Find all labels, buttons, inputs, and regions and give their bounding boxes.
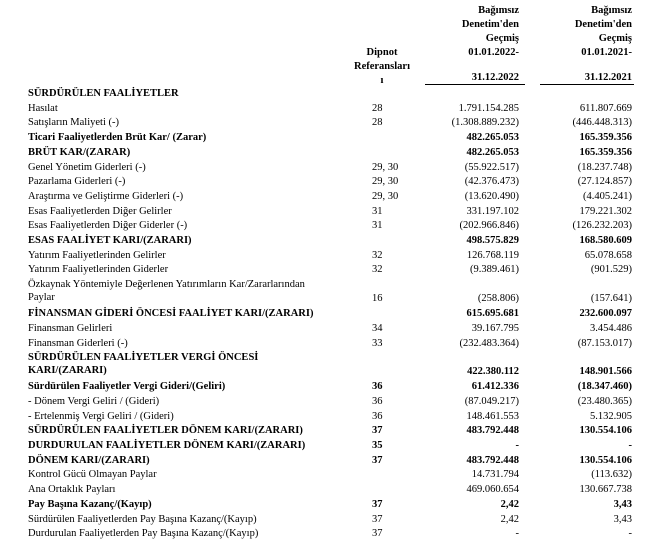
row-value-2021: (113.632): [591, 469, 632, 481]
row-value-2021: (4.405.241): [583, 190, 632, 202]
table-row: [0, 102, 652, 117]
table-row: [0, 278, 652, 306]
table-row: [0, 234, 652, 249]
row-label: Sürdürülen Faaliyetler Vergi Gideri/(Geliri): [28, 381, 226, 393]
col2-header: [532, 4, 632, 85]
row-value-2022: 498.575.829: [466, 235, 519, 246]
row-value-2022: (232.483.364): [459, 337, 519, 349]
table-row: [0, 351, 652, 379]
row-ref: 37: [372, 498, 383, 510]
row-ref: 16: [372, 293, 383, 305]
row-value-2022: 482.265.053: [466, 132, 519, 144]
row-ref: 28: [372, 102, 383, 114]
row-label: Yatırım Faaliyetlerinden Gelirler: [28, 249, 166, 261]
row-ref: 36: [372, 395, 383, 407]
row-label: Durdurulan Faaliyetlerden Pay Başına Kazanç/(Kayıp): [28, 528, 259, 540]
row-label: Ana Ortaklık Payları: [28, 484, 116, 496]
table-row: [0, 483, 652, 498]
row-value-2021: 3.454.486: [590, 322, 632, 334]
row-ref: 35: [372, 440, 383, 451]
row-value-2021: (126.232.203): [572, 220, 632, 232]
row-value-2021: 130.554.106: [579, 454, 632, 466]
col2-header-line: Geçmiş: [598, 33, 632, 44]
row-label: BRÜT KAR/(ZARAR): [28, 146, 131, 158]
row-value-2022: (1.308.889.232): [451, 117, 519, 129]
col1-header-line: Bağımsız: [478, 5, 519, 16]
row-value-2022: 2,42: [500, 513, 519, 525]
table-row: [0, 337, 652, 352]
table-row: [0, 161, 652, 176]
row-value-2021: 611.807.669: [579, 102, 632, 114]
row-label: Satışların Maliyeti (-): [28, 117, 119, 129]
row-ref: 31: [372, 220, 383, 232]
table-row: [0, 146, 652, 161]
table-row: [0, 116, 652, 131]
row-label: Sürdürülen Faaliyetlerden Pay Başına Kazanç/(Kayıp): [28, 513, 257, 525]
row-ref: 29, 30: [372, 161, 399, 173]
row-label: DÖNEM KARI/(ZARARI): [28, 454, 150, 466]
row-ref: 29, 30: [372, 176, 399, 188]
row-value-2021: -: [628, 440, 632, 451]
row-value-2022: (13.620.490): [464, 190, 519, 202]
row-value-2021: (23.480.365): [577, 395, 632, 407]
row-value-2022: 469.060.654: [466, 484, 519, 496]
col1-header-line: Denetim'den: [461, 19, 519, 30]
row-value-2021: (901.529): [590, 264, 632, 276]
row-value-2021: 148.901.566: [579, 366, 632, 378]
row-ref: 37: [372, 528, 383, 540]
table-row: [0, 322, 652, 337]
row-label: - Ertelenmiş Vergi Geliri / (Gideri): [28, 410, 174, 422]
row-value-2021: 3,43: [613, 513, 632, 525]
table-row: [0, 249, 652, 264]
row-ref: 28: [372, 117, 383, 129]
row-label: Ticari Faaliyetlerden Brüt Kar/ (Zarar): [28, 132, 207, 144]
row-label: SÜRDÜRÜLEN FAALİYETLER: [28, 88, 179, 99]
row-label: ESAS FAALİYET KARI/(ZARARI): [28, 235, 192, 246]
row-ref: 31: [372, 205, 383, 217]
table-row: [0, 527, 652, 542]
col1-header: [419, 4, 519, 85]
row-value-2022: 422.380.112: [467, 366, 519, 378]
table-row: [0, 439, 652, 454]
row-label: Kontrol Gücü Olmayan Paylar: [28, 469, 157, 481]
row-label: Hasılat: [28, 102, 58, 114]
row-value-2021: 232.600.097: [579, 308, 632, 320]
col1-header-line: Geçmiş: [485, 33, 519, 44]
row-ref: 37: [372, 513, 383, 525]
table-row: [0, 219, 652, 234]
col1-header-rule: [425, 84, 525, 85]
row-value-2021: (446.448.313): [572, 117, 632, 129]
row-ref: 37: [372, 454, 383, 466]
table-row: [0, 380, 652, 395]
row-label: Pazarlama Giderleri (-): [28, 176, 126, 188]
row-value-2021: 3,43: [613, 498, 632, 510]
row-label: Genel Yönetim Giderleri (-): [28, 161, 146, 173]
table-row: [0, 513, 652, 528]
col2-header-line: 31.12.2021: [584, 72, 632, 83]
row-value-2021: 130.667.738: [579, 484, 632, 496]
table-row: [0, 307, 652, 322]
table-row: [0, 498, 652, 513]
row-ref: 37: [372, 425, 383, 437]
row-label: - Dönem Vergi Geliri / (Gideri): [28, 395, 160, 407]
col1-header-line: 31.12.2022: [471, 72, 519, 83]
table-row: [0, 395, 652, 410]
table-row: [0, 87, 652, 102]
ref-column-header: [352, 46, 412, 88]
row-label: Özkaynak Yöntemiyle Değerlenen Yatırımların Kar/Zararlarından Paylar: [28, 279, 305, 304]
row-value-2021: (18.347.460): [577, 381, 632, 393]
row-value-2022: (9.389.461): [470, 264, 519, 276]
row-value-2021: (87.153.017): [577, 337, 632, 349]
row-value-2022: 2,42: [500, 498, 519, 510]
row-value-2022: (87.049.217): [464, 395, 519, 407]
row-value-2021: 165.359.356: [579, 132, 632, 144]
row-value-2021: -: [628, 528, 632, 540]
row-value-2022: 483.792.448: [466, 425, 519, 437]
row-value-2021: (27.124.857): [577, 176, 632, 188]
table-row: [0, 175, 652, 190]
table-row: [0, 454, 652, 469]
row-value-2022: 483.792.448: [466, 454, 519, 466]
col1-header-line: 01.01.2022-: [468, 47, 519, 58]
row-value-2021: 179.221.302: [579, 205, 632, 217]
table-row: [0, 190, 652, 205]
row-value-2021: 165.359.356: [579, 146, 632, 158]
table-row: [0, 424, 652, 439]
col2-header-line: 01.01.2021-: [581, 47, 632, 58]
row-value-2022: -: [515, 440, 519, 451]
col2-header-line: Denetim'den: [574, 19, 632, 30]
row-label: Yatırım Faaliyetlerinden Giderler: [28, 264, 169, 276]
table-row: [0, 205, 652, 220]
row-label: Pay Başına Kazanç/(Kayıp): [28, 498, 152, 510]
ref-header-line: Referansları: [354, 61, 410, 72]
row-ref: 34: [372, 322, 383, 334]
row-value-2022: 615.695.681: [466, 308, 519, 320]
row-value-2022: (55.922.517): [464, 161, 519, 173]
table-row: [0, 410, 652, 425]
row-ref: 32: [372, 264, 383, 276]
row-value-2022: 482.265.053: [466, 146, 519, 158]
row-value-2021: 65.078.658: [584, 249, 632, 261]
row-label: SÜRDÜRÜLEN FAALİYETLER DÖNEM KARI/(ZARARI): [28, 425, 303, 437]
col2-header-rule: [540, 84, 634, 85]
row-ref: 36: [372, 381, 383, 393]
row-ref: 29, 30: [372, 190, 399, 202]
row-value-2022: 1.791.154.285: [458, 102, 519, 114]
row-value-2022: (202.966.846): [459, 220, 519, 232]
row-value-2021: (157.641): [590, 293, 632, 305]
ref-header-line: Dipnot: [366, 47, 398, 58]
row-value-2021: 5.132.905: [590, 410, 632, 422]
row-value-2022: (42.376.473): [464, 176, 519, 188]
table-row: [0, 263, 652, 278]
row-value-2022: 61.412.336: [471, 381, 519, 393]
row-label: Esas Faaliyetlerden Diğer Gelirler: [28, 205, 172, 217]
row-label: FİNANSMAN GİDERİ ÖNCESİ FAALİYET KARI/(ZARARI): [28, 308, 314, 320]
row-label: Finansman Giderleri (-): [28, 337, 128, 349]
row-value-2022: 148.461.553: [466, 410, 519, 422]
row-value-2022: 126.768.119: [466, 249, 519, 261]
row-value-2021: 168.580.609: [579, 235, 632, 246]
row-label: SÜRDÜRÜLEN FAALİYETLER VERGİ ÖNCESİ KARI/(ZARARI): [28, 352, 259, 377]
row-ref: 33: [372, 337, 383, 349]
row-value-2022: 331.197.102: [466, 205, 519, 217]
col2-header-line: Bağımsız: [591, 5, 632, 16]
row-value-2021: 130.554.106: [579, 425, 632, 437]
table-row: [0, 131, 652, 146]
row-value-2022: 14.731.794: [471, 469, 519, 481]
row-value-2022: -: [515, 528, 519, 540]
row-value-2022: (258.806): [477, 293, 519, 305]
row-label: DURDURULAN FAALİYETLER DÖNEM KARI/(ZARARI): [28, 440, 306, 451]
row-ref: 36: [372, 410, 383, 422]
ref-header-line: ı: [380, 75, 384, 86]
row-value-2021: (18.237.748): [577, 161, 632, 173]
row-label: Finansman Gelirleri: [28, 322, 113, 334]
row-value-2022: 39.167.795: [471, 322, 519, 334]
row-label: Araştırma ve Geliştirme Giderleri (-): [28, 190, 184, 202]
row-ref: 32: [372, 249, 383, 261]
row-label: Esas Faaliyetlerden Diğer Giderler (-): [28, 220, 188, 232]
table-row: [0, 468, 652, 483]
